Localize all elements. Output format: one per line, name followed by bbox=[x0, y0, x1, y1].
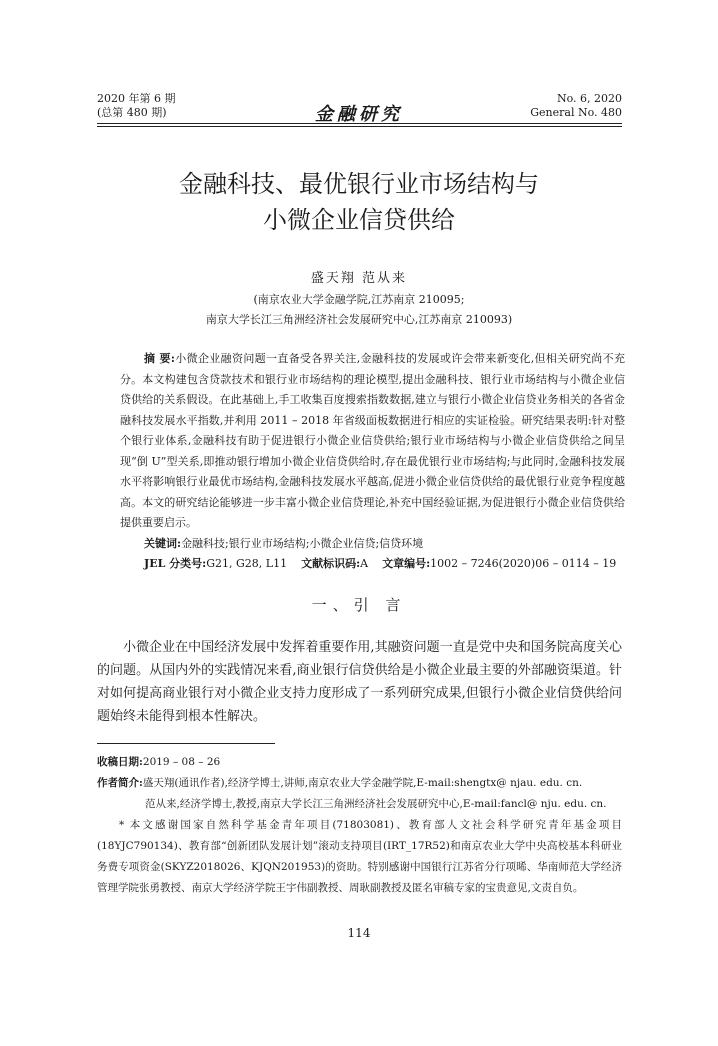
author-intro-2: 范从来,经济学博士,教授,南京大学长江三角洲经济社会发展研究中心,E-mail:fancl@ nju. edu. cn. bbox=[145, 798, 607, 810]
title-line-2: 小微企业信贷供给 bbox=[263, 206, 455, 234]
article-no-label: 文章编号: bbox=[382, 557, 431, 570]
issue-year: 2020 年第 6 期 bbox=[97, 92, 176, 105]
classification-line bbox=[120, 554, 625, 575]
abstract bbox=[120, 349, 625, 575]
author-intro-1 bbox=[97, 773, 622, 794]
issue-total: (总第 480 期) bbox=[97, 106, 167, 119]
received-value: 2019 – 08 – 26 bbox=[142, 756, 221, 768]
authors: 盛天翔 范从来 bbox=[310, 271, 408, 286]
footnotes bbox=[97, 752, 622, 899]
abstract-text: 小微企业融资问题一直备受各界关注,金融科技的发展或许会带来新变化,但相关研究尚不充分。本文构建包含贷款技术和银行业市场结构的理论模型,提出金融科技、银行业市场结构与小微企业信贷供给的关系假设。在此基础上,手工收集百度搜索指数数据,建立与银行小微企业信贷业务相关的各省金融科技发展水平指数,并利用 2011 – 2018 年省级面板数据进行相应的实证检验。研究结果表明:针对整个银行业体系,金融科技有助于促进银行小微企业信贷供给;银行业市场结构与小微企业信贷供给之间呈现“倒 U”型关系,即推动银行增加小微企业信贷供给时,存在最优银行业市场结构;与此同时,金融科技发展水平将影响银行业最优市场结构,金融科技发展水平越高,促进小微企业信贷供给的最优银行业竞争程度越高。本文的研究结论能够进一步丰富小微企业信贷理论,补充中国经验证据,为促进银行小微企业信贷供给提供重要启示。 bbox=[120, 352, 625, 529]
affiliation-2: 南京大学长江三角洲经济社会发展研究中心,江苏南京 210093) bbox=[205, 313, 513, 326]
issue-info-en bbox=[530, 92, 622, 120]
section-heading: 一、引 言 bbox=[311, 596, 407, 614]
keywords-text: 金融科技;银行业市场结构;小微企业信贷;信贷环境 bbox=[181, 536, 424, 550]
abstract-paragraph bbox=[120, 349, 625, 534]
affiliations bbox=[0, 290, 718, 330]
abstract-label: 摘 要: bbox=[144, 352, 175, 365]
article-title bbox=[0, 166, 718, 238]
funding-note: * 本文感谢国家自然科学基金青年项目(71803081)、教育部人文社会科学研究青年基金项目(18YJC790134)、教育部“创新团队发展计划”滚动支持项目(IRT_17R52)和南京农业大学中央高校基本科研业务费专项资金(SKYZ2018026、KJQN201953)的资助。特别感谢中国银行江苏省分行项晞、华南师范大学经济管理学院张勇教授、南京大学经济学院王宇伟副教授、周耿副教授及匿名审稿专家的宝贵意见,文责自负。 bbox=[97, 819, 622, 894]
footnote-rule bbox=[97, 743, 275, 744]
article-no: 1002 – 7246(2020)06 – 0114 – 19 bbox=[430, 557, 617, 570]
affiliation-1: (南京农业大学金融学院,江苏南京 210095; bbox=[253, 293, 465, 306]
title-line-1: 金融科技、最优银行业市场结构与 bbox=[179, 170, 539, 198]
jel-codes: G21, G28, L11 bbox=[206, 557, 288, 570]
header-rule-thin bbox=[97, 126, 622, 127]
received-date bbox=[97, 752, 622, 773]
body-text bbox=[97, 636, 622, 728]
author-intro-text-1: 盛天翔(通讯作者),经济学博士,讲师,南京农业大学金融学院,E-mail:shengtx@ njau. edu. cn. bbox=[142, 777, 583, 789]
received-label: 收稿日期: bbox=[97, 756, 143, 768]
header-rule-thick bbox=[97, 123, 622, 124]
issue-number-en: No. 6, 2020 bbox=[556, 92, 622, 105]
journal-logo: 金融研究 bbox=[315, 104, 403, 125]
keywords-label: 关键词: bbox=[144, 536, 182, 550]
body-paragraph: 小微企业在中国经济发展中发挥着重要作用,其融资问题一直是党中央和国务院高度关心的问题。从国内外的实践情况来看,商业银行信贷供给是小微企业最主要的外部融资渠道。针对如何提高商业银行对小微企业支持力度形成了一系列研究成果,但银行小微企业信贷供给问题始终未能得到根本性解决。 bbox=[97, 640, 622, 724]
keywords bbox=[120, 534, 625, 555]
doc-code: A bbox=[360, 557, 369, 570]
jel-label: JEL 分类号: bbox=[144, 557, 207, 570]
issue-general-en: General No. 480 bbox=[530, 106, 622, 119]
doc-code-label: 文献标识码: bbox=[301, 557, 361, 570]
page-number: 114 bbox=[347, 926, 371, 940]
author-intro-label: 作者简介: bbox=[97, 777, 143, 789]
